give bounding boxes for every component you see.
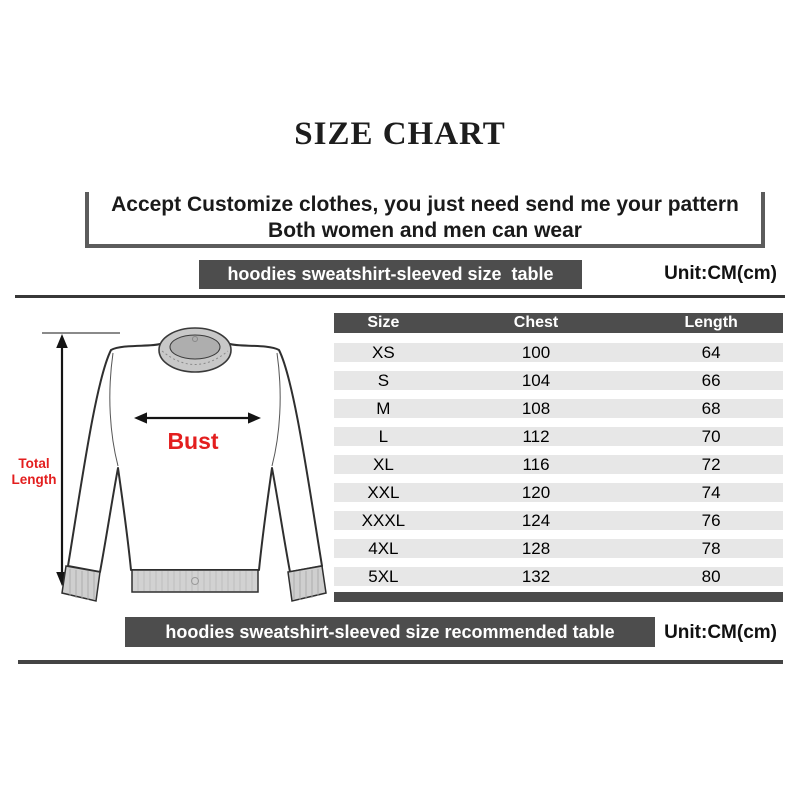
size-table-title-bar: hoodies sweatshirt-sleeved size table: [199, 260, 582, 289]
table-cell: 104: [521, 371, 551, 390]
recommended-table-title-bar: hoodies sweatshirt-sleeved size recommended table: [125, 617, 655, 647]
table-cell: 74: [701, 483, 721, 502]
table-row: [334, 343, 783, 362]
table-cell: 112: [522, 427, 550, 446]
table-cell: 64: [701, 343, 721, 362]
notice-line-1: Accept Customize clothes, you just need send me your pattern: [111, 193, 739, 216]
table-cell: 70: [701, 427, 721, 446]
table-cell: 78: [701, 539, 721, 558]
table-cell: 116: [522, 455, 550, 474]
page-title: SIZE CHART: [294, 116, 506, 152]
table-cell: M: [376, 399, 391, 418]
table-cell: XL: [372, 455, 394, 474]
unit-label-top: Unit:CM(cm): [664, 263, 777, 284]
table-header-row: [334, 313, 783, 333]
table-cell: S: [377, 371, 390, 390]
column-header-length: Length: [684, 314, 738, 331]
collar-inside: [170, 335, 220, 359]
table-cell: 68: [701, 399, 721, 418]
sweatshirt-body: [68, 344, 322, 572]
table-cell: 72: [701, 455, 721, 474]
table-cell: L: [378, 427, 389, 446]
table-cell: XXXL: [361, 511, 406, 530]
table-cell: XXL: [367, 483, 400, 502]
table-row: [334, 539, 783, 558]
table-row: [334, 483, 783, 502]
table-cell: 80: [701, 567, 721, 586]
total-length-label-line2: Length: [11, 472, 57, 487]
column-header-chest: Chest: [513, 314, 559, 331]
divider-bottom: [18, 660, 783, 664]
table-cell: 124: [521, 511, 551, 530]
table-cell: 120: [521, 483, 551, 502]
table-cell: 132: [521, 567, 551, 586]
table-cell: 76: [701, 511, 721, 530]
hem-band: [132, 570, 258, 592]
size-table: [334, 313, 783, 602]
total-length-label-line1: Total: [18, 456, 50, 471]
table-row: [334, 399, 783, 418]
table-row: [334, 455, 783, 474]
column-header-size: Size: [367, 314, 400, 331]
table-cell: 4XL: [368, 539, 399, 558]
table-cell: 100: [521, 343, 551, 362]
bust-label: Bust: [167, 428, 219, 454]
table-cell: XS: [372, 343, 395, 362]
table-body: [334, 343, 783, 586]
table-row: [334, 371, 783, 390]
divider-top: [15, 295, 785, 298]
table-cell: 128: [521, 539, 551, 558]
notice-line-2: Both women and men can wear: [268, 219, 582, 242]
table-row: [334, 511, 783, 530]
notice-box: [85, 192, 765, 248]
table-cell: 5XL: [368, 567, 399, 586]
table-cell: 66: [701, 371, 721, 390]
table-cell: 108: [521, 399, 551, 418]
table-row: [334, 427, 783, 446]
sweatshirt-diagram: [10, 320, 330, 610]
table-footer-bar: [334, 592, 783, 602]
table-row: [334, 567, 783, 586]
unit-label-bottom: Unit:CM(cm): [664, 622, 777, 643]
total-length-arrow: [56, 334, 68, 586]
